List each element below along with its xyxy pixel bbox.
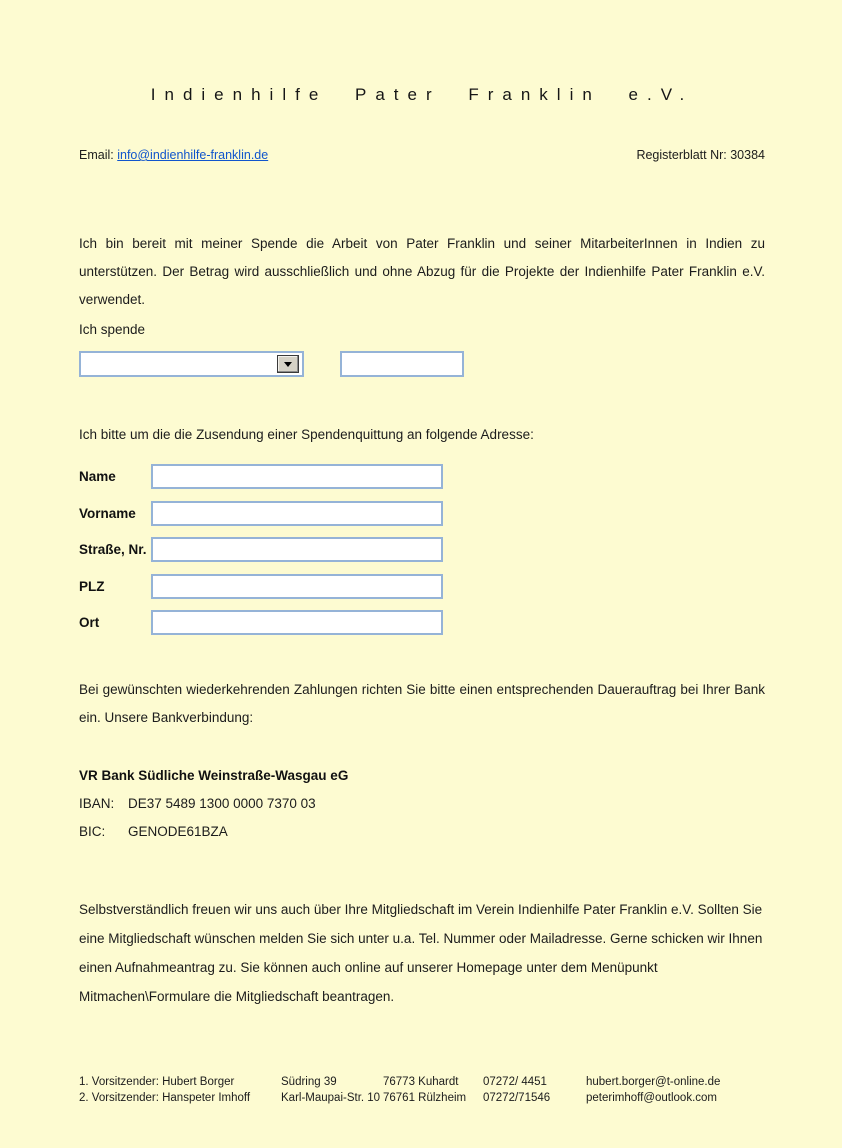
iban-line [79, 790, 765, 818]
chairman2-email: peterimhoff@outlook.com [586, 1092, 717, 1104]
bank-paragraph: Bei gewünschten wiederkehrenden Zahlungen richten Sie bitte einen entsprechenden Dauerauftrag bei Ihrer Bank ein. Unsere Bankverbindung: [79, 682, 765, 725]
email-line [79, 148, 268, 162]
plz-label: PLZ [79, 578, 105, 594]
form-row-name [79, 464, 765, 489]
chairman2-street: Karl-Maupai-Str. 10 [281, 1092, 381, 1104]
vorname-label: Vorname [79, 505, 136, 521]
chairman2-phone: 07272/71546 [483, 1092, 551, 1104]
email-link[interactable]: info@indienhilfe-franklin.de [117, 148, 269, 162]
intro-paragraph: Ich bin bereit mit meiner Spende die Arbeit von Pater Franklin und seiner MitarbeiterInnen in Indien zu unterstützen. Der Betrag wird ausschließlich und ohne Abzug für die Projekte der Indienhilfe Pater Franklin e.V. verwendet. [79, 236, 765, 307]
form-row-strasse [79, 537, 765, 562]
address-form [79, 464, 765, 635]
ort-input[interactable] [151, 610, 443, 635]
name-label: Name [79, 469, 116, 484]
bank-name: VR Bank Südliche Weinstraße-Wasgau eG [79, 768, 349, 783]
footer-row-2 [79, 1090, 765, 1106]
header-row [79, 148, 765, 162]
bic-label: BIC: [79, 823, 106, 839]
iban-value: DE37 5489 1300 0000 7370 03 [128, 796, 316, 811]
footer [79, 1074, 765, 1106]
donation-controls [79, 351, 765, 377]
chairman1-role: 1. Vorsitzender: Hubert Borger [79, 1076, 235, 1088]
iban-label: IBAN: [79, 796, 115, 811]
chairman1-phone: 07272/ 4451 [483, 1076, 547, 1088]
ort-label: Ort [79, 615, 100, 630]
chairman1-email: hubert.borger@t-online.de [586, 1076, 721, 1088]
donation-amount-input[interactable] [340, 351, 464, 377]
bank-details [79, 790, 765, 845]
donation-frequency-select[interactable] [79, 351, 304, 377]
chairman1-city: 76773 Kuhardt [383, 1076, 459, 1088]
bic-value: GENODE61BZA [128, 823, 228, 839]
email-label: Email: [79, 148, 114, 162]
register-number: Registerblatt Nr: 30384 [636, 148, 765, 162]
address-heading: Ich bitte um die die Zusendung einer Spendenquittung an folgende Adresse: [79, 427, 534, 442]
spende-label: Ich spende [79, 322, 146, 337]
plz-input[interactable] [151, 574, 443, 599]
chairman2-city: 76761 Rülzheim [383, 1092, 467, 1104]
form-row-vorname [79, 501, 765, 526]
page-title: Indienhilfe Pater Franklin e.V. [150, 85, 694, 104]
name-input[interactable] [151, 464, 443, 489]
form-row-ort [79, 610, 765, 635]
footer-row-1 [79, 1074, 765, 1090]
bic-line [79, 818, 765, 846]
strasse-input[interactable] [151, 537, 443, 562]
membership-paragraph: Selbstverständlich freuen wir uns auch über Ihre Mitgliedschaft im Verein Indienhilfe Pater Franklin e.V. Sollten Sie eine Mitgliedschaft wünschen melden Sie sich unter u.a. Tel. Nummer oder Mailadresse. Gerne schicken wir Ihnen einen Aufnahmeantrag zu. Sie können auch online auf unserer Homepage unter dem Menüpunkt Mitmachen\Formulare die Mitgliedschaft beantragen. [79, 902, 763, 1004]
strasse-label: Straße, Nr. [79, 542, 147, 557]
chairman1-street: Südring 39 [281, 1076, 337, 1088]
chairman2-role: 2. Vorsitzender: Hanspeter Imhoff [79, 1092, 251, 1104]
form-row-plz [79, 574, 765, 599]
vorname-input[interactable] [151, 501, 443, 526]
dropdown-arrow-icon[interactable] [277, 355, 299, 373]
